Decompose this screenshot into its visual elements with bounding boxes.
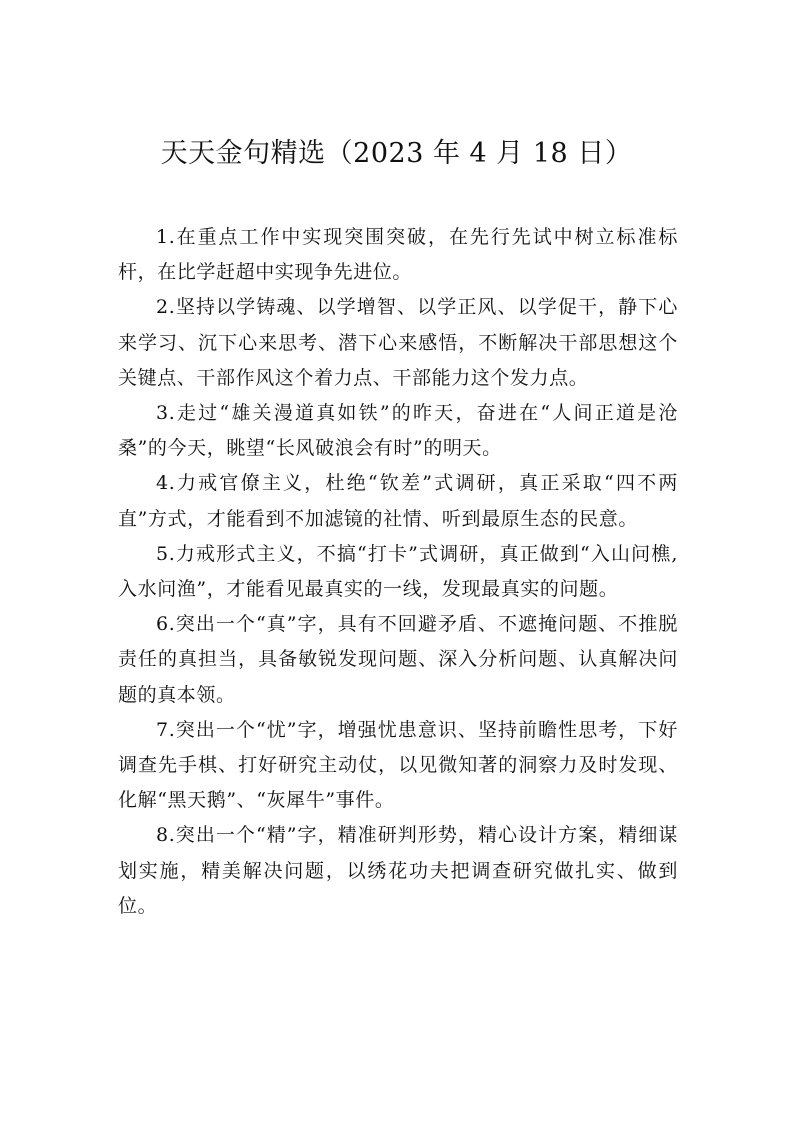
paragraph-6: 6.突出一个“真”字，具有不回避矛盾、不遮掩问题、不推脱责任的真担当，具备敏锐发现问题、深入分析问题、认真解决问题的真本领。 bbox=[118, 613, 678, 706]
paragraph-3: 3.走过“雄关漫道真如铁”的昨天，奋进在“人间正道是沧桑”的今天，眺望“长风破浪会有时”的明天。 bbox=[118, 402, 678, 460]
paragraph-7: 7.突出一个“忧”字，增强忧患意识、坚持前瞻性思考，下好调查先手棋、打好研究主动仗，以见微知著的洞察力及时发现、化解“黑天鹅”、“灰犀牛”事件。 bbox=[118, 718, 678, 812]
document-body bbox=[118, 220, 678, 924]
paragraph-4: 4.力戒官僚主义，杜绝“钦差”式调研，真正采取“四不两直”方式，才能看到不加滤镜的社情、听到最原生态的民意。 bbox=[118, 472, 678, 530]
paragraph-8: 8.突出一个“精”字，精准研判形势，精心设计方案，精细谋划实施，精美解决问题，以绣花功夫把调查研究做扎实、做到位。 bbox=[118, 824, 678, 917]
paragraph-1: 1.在重点工作中实现突围突破，在先行先试中树立标准标杆，在比学赶超中实现争先进位。 bbox=[118, 226, 678, 284]
paragraph-5: 5.力戒形式主义，不搞“打卡”式调研，真正做到“入山问樵,入水问渔”，才能看见最真实的一线，发现最真实的问题。 bbox=[118, 542, 678, 601]
document-title: 天天金句精选（2023 年 4 月 18 日） bbox=[160, 138, 633, 169]
paragraph-2: 2.坚持以学铸魂、以学增智、以学正风、以学促干，静下心来学习、沉下心来思考、潜下心来感悟，不断解决干部思想这个关键点、干部作风这个着力点、干部能力这个发力点。 bbox=[118, 296, 678, 389]
